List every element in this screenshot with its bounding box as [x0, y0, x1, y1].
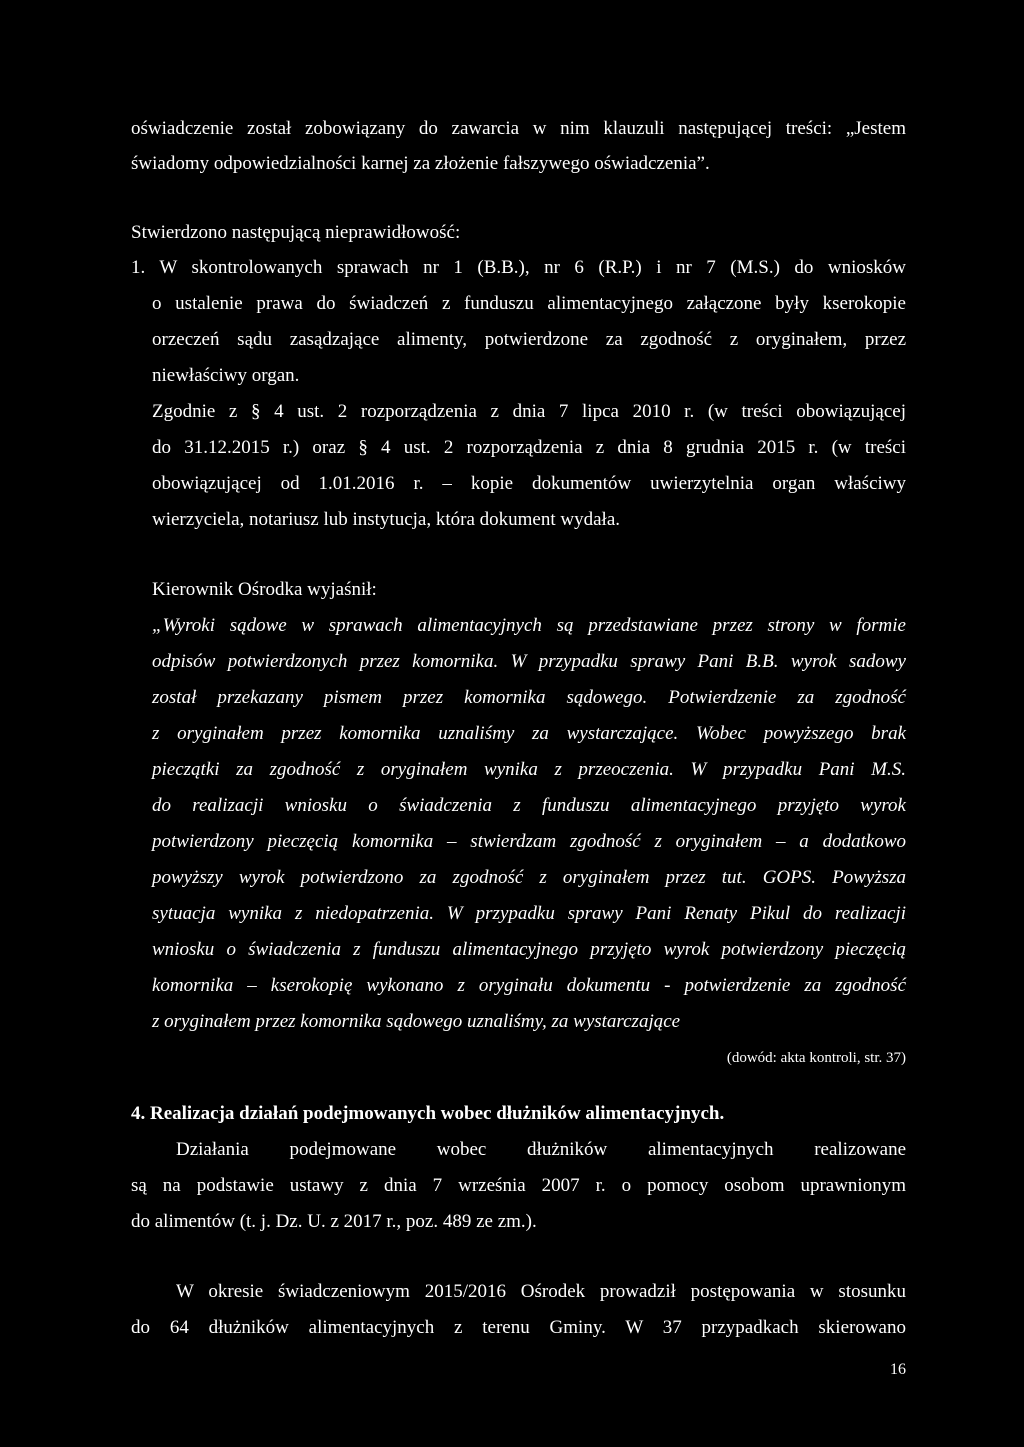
quote-line-12: z oryginałem przez komornika sądowego uznaliśmy, za wystarczające	[152, 1011, 681, 1032]
law-line-2: do 31.12.2015 r.) oraz § 4 ust. 2 rozporządzenia z dnia 8 grudnia 2015 r. (w treści	[152, 437, 906, 458]
law-line-4: wierzyciela, notariusz lub instytucja, która dokument wydała.	[152, 509, 620, 530]
quote-line-4: z oryginałem przez komornika uznaliśmy za wystarczające. Wobec powyższego brak	[152, 723, 906, 744]
quote-line-3: został przekazany pismem przez komornika sądowego. Potwierdzenie za zgodność	[152, 687, 906, 708]
finding-item-1-line-2: o ustalenie prawa do świadczeń z funduszu alimentacyjnego załączone były kserokopie	[152, 293, 906, 314]
quote-line-8: powyższy wyrok potwierdzono za zgodność z oryginałem przez tut. GOPS. Powyższa	[152, 867, 906, 888]
section-4-heading: 4. Realizacja działań podejmowanych wobec dłużników alimentacyjnych.	[131, 1103, 725, 1124]
section-4-p2-line-1: W okresie świadczeniowym 2015/2016 Ośrodek prowadził postępowania w stosunku	[176, 1281, 906, 1302]
explanation-heading: Kierownik Ośrodka wyjaśnił:	[152, 579, 377, 600]
quote-line-1: „Wyroki sądowe w sprawach alimentacyjnych są przedstawiane przez strony w formie	[152, 615, 906, 636]
section-4-p1-line-2: są na podstawie ustawy z dnia 7 września 2007 r. o pomocy osobom uprawnionym	[131, 1175, 906, 1196]
quote-line-2: odpisów potwierdzonych przez komornika. W przypadku sprawy Pani B.B. wyrok sadowy	[152, 651, 906, 672]
section-4-p1-line-3: do alimentów (t. j. Dz. U. z 2017 r., poz. 489 ze zm.).	[131, 1211, 537, 1232]
quote-line-6: do realizacji wniosku o świadczenia z funduszu alimentacyjnego przyjęto wyrok	[152, 795, 906, 816]
law-line-3: obowiązującej od 1.01.2016 r. – kopie dokumentów uwierzytelnia organ właściwy	[152, 473, 906, 494]
quote-line-9: sytuacja wynika z niedopatrzenia. W przypadku sprawy Pani Renaty Pikul do realizacji	[152, 903, 906, 924]
intro-line-1: oświadczenie został zobowiązany do zawarcia w nim klauzuli następującej treści: „Jestem	[131, 118, 906, 139]
quote-line-7: potwierdzony pieczęcią komornika – stwierdzam zgodność z oryginałem – a dodatkowo	[152, 831, 906, 852]
evidence-note: (dowód: akta kontroli, str. 37)	[726, 1050, 906, 1066]
quote-line-11: komornika – kserokopię wykonano z oryginału dokumentu - potwierdzenie za zgodność	[152, 975, 906, 996]
law-line-1: Zgodnie z § 4 ust. 2 rozporządzenia z dnia 7 lipca 2010 r. (w treści obowiązującej	[152, 401, 906, 422]
finding-item-1-line-1: 1. W skontrolowanych sprawach nr 1 (B.B.), nr 6 (R.P.) i nr 7 (M.S.) do wniosków	[131, 257, 906, 278]
section-4-p1-line-1: Działania podejmowane wobec dłużników alimentacyjnych realizowane	[176, 1139, 906, 1160]
finding-item-1-line-4: niewłaściwy organ.	[152, 365, 300, 386]
section-4-p2-line-2: do 64 dłużników alimentacyjnych z terenu Gminy. W 37 przypadkach skierowano	[131, 1317, 906, 1338]
finding-item-1-line-3: orzeczeń sądu zasądzające alimenty, potwierdzone za zgodność z oryginałem, przez	[152, 329, 906, 350]
quote-line-5: pieczątki za zgodność z oryginałem wynika z przeoczenia. W przypadku Pani M.S.	[152, 759, 906, 780]
page-number: 16	[890, 1361, 906, 1378]
finding-heading: Stwierdzono następującą nieprawidłowość:	[131, 222, 461, 243]
intro-line-2: świadomy odpowiedzialności karnej za złożenie fałszywego oświadczenia”.	[131, 153, 710, 174]
quote-line-10: wniosku o świadczenia z funduszu alimentacyjnego przyjęto wyrok potwierdzony pieczęcią	[152, 939, 906, 960]
